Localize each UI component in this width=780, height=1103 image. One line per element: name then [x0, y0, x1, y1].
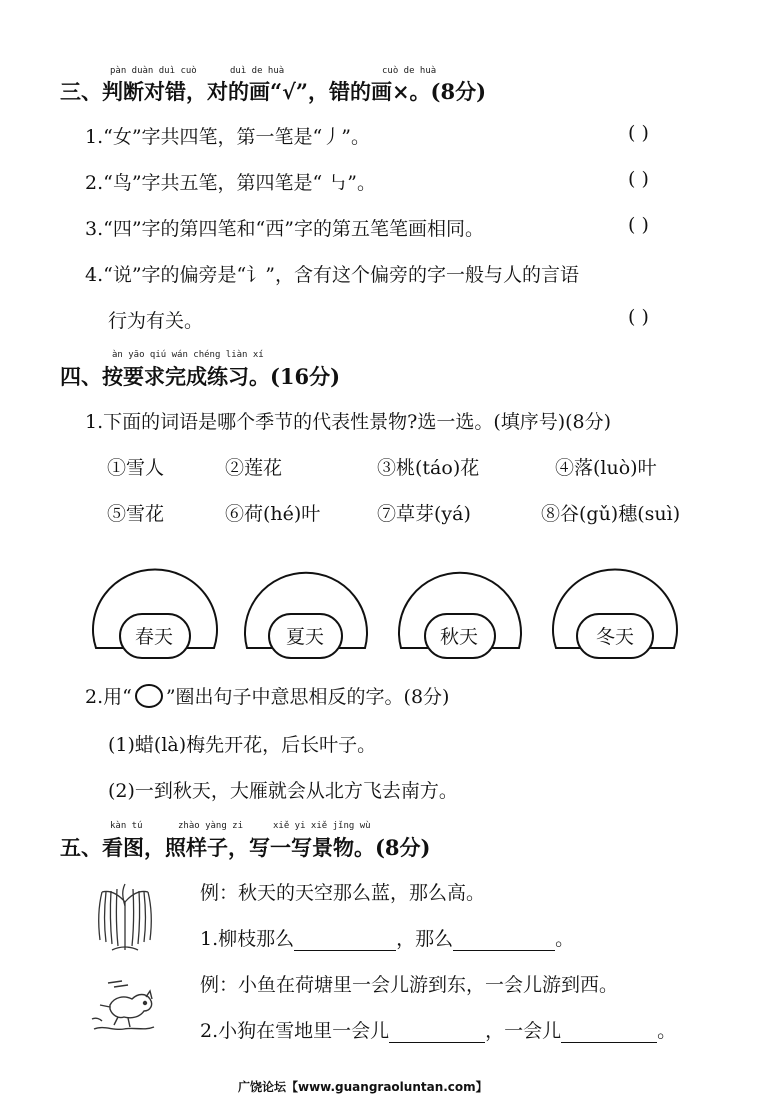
sentence-1[interactable]: (1)蜡(là)梅先开花，后长叶子。: [108, 734, 377, 756]
write-q1-part2: ，那么: [396, 928, 454, 950]
judge-answer-1[interactable]: ( ): [628, 122, 649, 144]
blank-1b[interactable]: [453, 928, 555, 951]
section4-heading: 四、按要求完成练习。(16分): [60, 364, 341, 389]
circle-prompt: [85, 682, 449, 709]
option-6: ⑥荷(hé)叶: [225, 503, 321, 525]
mushroom-row: [0, 540, 780, 665]
footer-watermark: 广饶论坛【www.guangraoluntan.com】: [238, 1080, 488, 1094]
write-q1-part1: 1.柳枝那么: [200, 928, 295, 950]
season-autumn-label: 秋天: [440, 626, 479, 648]
option-4: ④落(luò)叶: [555, 457, 657, 479]
option-3: ③桃(táo)花: [377, 457, 480, 479]
judge-item-2: 2.“鸟”字共五笔，第四笔是“ ㇉”。: [85, 172, 377, 194]
option-1: ①雪人: [107, 457, 165, 479]
blank-2b[interactable]: [561, 1020, 657, 1043]
circle-icon: [132, 683, 166, 709]
example-2: 例：小鱼在荷塘里一会儿游到东，一会儿游到西。: [200, 974, 619, 996]
season-summer-label: 夏天: [286, 626, 325, 648]
sentence-2[interactable]: (2)一到秋天，大雁就会从北方飞去南方。: [108, 780, 458, 802]
pinyin-section4: àn yāo qiú wán chéng liàn xí: [112, 350, 264, 360]
option-5: ⑤雪花: [107, 503, 165, 525]
option-7: ⑦草芽(yá): [377, 503, 471, 525]
section5-heading: 五、看图，照样子，写一写景物。(8分): [60, 835, 431, 860]
option-8: ⑧谷(gǔ)穗(suì): [541, 503, 681, 525]
judge-item-4: 4.“说”字的偏旁是“讠”，含有这个偏旁的字一般与人的言语: [85, 264, 579, 286]
write-q2-part2: ，一会儿: [485, 1020, 562, 1042]
judge-item-3: 3.“四”字的第四笔和“西”字的第五笔笔画相同。: [85, 218, 484, 240]
circle-prompt-end: ”圈出句子中意思相反的字。(8分): [165, 686, 450, 708]
season-winter-label: 冬天: [596, 626, 635, 648]
write-q2-part1: 2.小狗在雪地里一会儿: [200, 1020, 390, 1042]
judge-item-1: 1.“女”字共四笔，第一笔是“丿”。: [85, 126, 370, 148]
pinyin-wrong-draw: cuò de huà: [382, 66, 437, 76]
dog-illustration: [88, 975, 168, 1035]
option-2: ②莲花: [225, 457, 283, 479]
circle-prompt-start: 2.用“: [85, 686, 132, 708]
write-q1-end: 。: [555, 928, 575, 950]
season-prompt: 1.下面的词语是哪个季节的代表性景物?选一选。(填序号)(8分): [85, 411, 612, 433]
pinyin-follow: zhào yàng zi: [178, 821, 244, 831]
write-question-2: [200, 1016, 676, 1043]
example-1: 例：秋天的天空那么蓝，那么高。: [200, 882, 486, 904]
judge-answer-3[interactable]: ( ): [628, 214, 649, 236]
judge-answer-2[interactable]: ( ): [628, 168, 649, 190]
pinyin-right-draw: duì de huà: [230, 66, 285, 76]
blank-2a[interactable]: [389, 1020, 485, 1043]
blank-1a[interactable]: [294, 928, 396, 951]
willow-illustration: [92, 880, 158, 952]
pinyin-judge: pàn duàn duì cuò: [110, 66, 197, 76]
judge-answer-4[interactable]: ( ): [628, 306, 649, 328]
pinyin-write: xiě yi xiě jǐng wù: [273, 821, 371, 831]
write-question-1: [200, 924, 574, 951]
pinyin-look: kàn tú: [110, 821, 143, 831]
write-q2-end: 。: [657, 1020, 677, 1042]
judge-item-4-cont: 行为有关。: [108, 310, 204, 332]
season-spring-label: 春天: [135, 626, 174, 648]
section3-heading: 三、判断对错，对的画“√”，错的画×。(8分): [60, 79, 487, 104]
